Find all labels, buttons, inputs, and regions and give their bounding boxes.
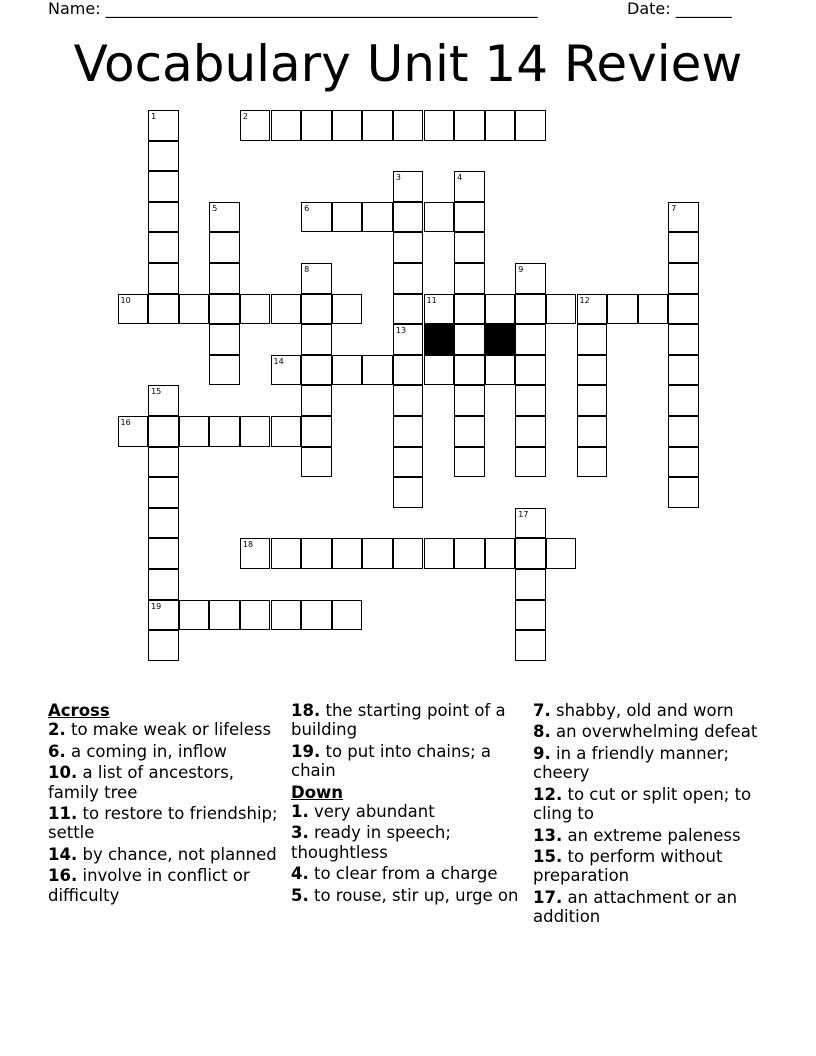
clue-number: 16.: [48, 866, 78, 886]
answer-cell[interactable]: [332, 202, 363, 233]
clue-text: an extreme paleness: [562, 825, 741, 845]
answer-cell[interactable]: [454, 263, 485, 294]
answer-cell[interactable]: [301, 447, 332, 478]
across-clue: [291, 701, 526, 740]
answer-cell[interactable]: [148, 171, 179, 202]
answer-cell[interactable]: [515, 416, 546, 447]
clue-number: 15.: [533, 847, 563, 867]
answer-cell[interactable]: [454, 385, 485, 416]
clue-text: to rouse, stir up, urge on: [308, 885, 519, 905]
answer-cell[interactable]: [454, 538, 485, 569]
answer-cell[interactable]: [424, 202, 455, 233]
answer-cell[interactable]: [424, 538, 455, 569]
answer-cell[interactable]: [362, 202, 393, 233]
across-clue: [48, 845, 283, 864]
clue-number: 1: [151, 112, 157, 121]
answer-cell[interactable]: [179, 294, 210, 325]
answer-cell[interactable]: [454, 294, 485, 325]
answer-cell[interactable]: [332, 600, 363, 631]
answer-cell[interactable]: [148, 508, 179, 539]
clue-number: 12: [579, 295, 590, 305]
answer-cell[interactable]: [577, 447, 608, 478]
answer-cell[interactable]: [668, 477, 699, 508]
answer-cell[interactable]: [454, 324, 485, 355]
clue-number: 5.: [291, 885, 309, 905]
answer-cell[interactable]: [515, 385, 546, 416]
answer-cell[interactable]: [301, 110, 332, 141]
across-clue: [48, 763, 283, 802]
clue-number: 19: [151, 601, 162, 611]
clue-number: 16: [120, 418, 131, 427]
answer-cell[interactable]: [209, 263, 240, 294]
answer-cell[interactable]: [577, 416, 608, 447]
across-clue: [291, 742, 526, 781]
clue-text: by chance, not planned: [77, 844, 277, 864]
answer-cell[interactable]: [454, 447, 485, 478]
across-heading: Across: [48, 701, 110, 720]
clue-text: an attachment or an addition: [533, 887, 738, 927]
answer-cell[interactable]: [515, 447, 546, 478]
clue-text: the starting point of a building: [291, 701, 506, 740]
clue-number: 1.: [291, 801, 309, 821]
answer-cell[interactable]: [515, 600, 546, 631]
answer-cell[interactable]: [393, 355, 424, 386]
down-clue: [533, 744, 768, 783]
clue-number: 5: [212, 203, 218, 213]
answer-cell[interactable]: [148, 385, 179, 416]
answer-cell[interactable]: [424, 355, 455, 386]
clue-number: 17: [518, 509, 529, 519]
answer-cell[interactable]: [454, 202, 485, 233]
answer-cell[interactable]: [515, 538, 546, 569]
clues-column-3: [533, 701, 768, 929]
clue-number: 18.: [291, 701, 321, 720]
clue-number: 3.: [291, 823, 309, 843]
down-clue-list-continued: [533, 701, 768, 926]
answer-cell[interactable]: [515, 110, 546, 141]
clues-column-1: [48, 701, 283, 907]
answer-cell[interactable]: [240, 416, 271, 447]
answer-cell[interactable]: [332, 294, 363, 325]
down-heading: Down: [291, 782, 344, 802]
clues-column-2: [291, 701, 526, 907]
answer-cell[interactable]: [301, 538, 332, 569]
answer-cell[interactable]: [179, 600, 210, 631]
clue-text: involve in conflict or difficulty: [48, 866, 250, 905]
blocked-cell: [424, 324, 455, 355]
answer-cell[interactable]: [118, 294, 149, 325]
down-clue: [533, 847, 768, 886]
answer-cell[interactable]: [301, 355, 332, 386]
answer-cell[interactable]: [332, 355, 363, 386]
answer-cell[interactable]: [393, 294, 424, 325]
answer-cell[interactable]: [393, 232, 424, 263]
answer-cell[interactable]: [148, 263, 179, 294]
clue-number: 10.: [48, 763, 78, 783]
answer-cell[interactable]: [577, 324, 608, 355]
clue-text: in a friendly manner; cheery: [533, 743, 730, 783]
answer-cell[interactable]: [668, 385, 699, 416]
down-clue: [291, 823, 526, 862]
answer-cell[interactable]: [485, 355, 516, 386]
answer-cell[interactable]: [148, 630, 179, 661]
answer-cell[interactable]: [148, 538, 179, 569]
answer-cell[interactable]: [271, 294, 302, 325]
answer-cell[interactable]: [393, 263, 424, 294]
answer-cell[interactable]: [424, 110, 455, 141]
answer-cell[interactable]: [271, 538, 302, 569]
answer-cell[interactable]: [271, 416, 302, 447]
answer-cell[interactable]: [240, 294, 271, 325]
clue-number: 9: [518, 265, 524, 274]
answer-cell[interactable]: [393, 202, 424, 233]
answer-cell[interactable]: [393, 538, 424, 569]
answer-cell[interactable]: [209, 600, 240, 631]
answer-cell[interactable]: [393, 110, 424, 141]
answer-cell[interactable]: [362, 538, 393, 569]
clue-text: very abundant: [308, 801, 435, 821]
answer-cell[interactable]: [424, 294, 455, 325]
clue-text: to perform without preparation: [533, 847, 723, 886]
answer-cell[interactable]: [668, 263, 699, 294]
answer-cell[interactable]: [515, 294, 546, 325]
answer-cell[interactable]: [668, 202, 699, 233]
answer-cell[interactable]: [148, 416, 179, 447]
clue-number: 9.: [533, 743, 551, 763]
answer-cell[interactable]: [454, 171, 485, 202]
answer-cell[interactable]: [577, 385, 608, 416]
answer-cell[interactable]: [393, 171, 424, 202]
clue-number: 15: [151, 387, 162, 397]
answer-cell[interactable]: [148, 110, 179, 141]
name-field[interactable]: Name: ______________________________________________________: [48, 0, 538, 18]
down-clue: [291, 864, 526, 883]
clue-number: 19.: [291, 741, 321, 761]
clue-text: shabby, old and worn: [550, 701, 734, 720]
answer-cell[interactable]: [515, 324, 546, 355]
answer-cell[interactable]: [271, 110, 302, 141]
answer-cell[interactable]: [577, 355, 608, 386]
across-clue: [48, 866, 283, 905]
answer-cell[interactable]: [454, 416, 485, 447]
clue-number: 8: [304, 265, 310, 274]
clue-number: 11.: [48, 804, 78, 824]
answer-cell[interactable]: [393, 324, 424, 355]
clue-number: 8.: [533, 722, 551, 742]
down-clue: [533, 888, 768, 927]
answer-cell[interactable]: [240, 538, 271, 569]
answer-cell[interactable]: [393, 477, 424, 508]
blocked-cell: [485, 324, 516, 355]
answer-cell[interactable]: [546, 294, 577, 325]
answer-cell[interactable]: [148, 477, 179, 508]
answer-cell[interactable]: [209, 324, 240, 355]
answer-cell[interactable]: [485, 538, 516, 569]
answer-cell[interactable]: [148, 569, 179, 600]
answer-cell[interactable]: [240, 110, 271, 141]
answer-cell[interactable]: [515, 630, 546, 661]
across-clue: [48, 804, 283, 843]
clue-number: 11: [426, 295, 437, 305]
clue-number: 6.: [48, 741, 66, 761]
answer-cell[interactable]: [393, 385, 424, 416]
answer-cell[interactable]: [515, 569, 546, 600]
clue-number: 14.: [48, 844, 78, 864]
answer-cell[interactable]: [148, 447, 179, 478]
answer-cell[interactable]: [485, 294, 516, 325]
down-clue: [533, 826, 768, 845]
date-field[interactable]: Date: _______: [627, 0, 732, 18]
answer-cell[interactable]: [668, 324, 699, 355]
clue-number: 3: [395, 173, 401, 183]
clue-number: 17.: [533, 887, 563, 907]
clue-number: 2.: [48, 720, 66, 740]
clue-text: to clear from a charge: [308, 864, 498, 884]
answer-cell[interactable]: [393, 416, 424, 447]
answer-cell[interactable]: [301, 324, 332, 355]
answer-cell[interactable]: [179, 416, 210, 447]
clue-text: to make weak or lifeless: [65, 720, 272, 740]
down-clue: [533, 785, 768, 824]
answer-cell[interactable]: [301, 416, 332, 447]
answer-cell[interactable]: [209, 416, 240, 447]
clue-text: to restore to friendship; settle: [48, 804, 278, 843]
answer-cell[interactable]: [118, 416, 149, 447]
answer-cell[interactable]: [148, 232, 179, 263]
clue-number: 13: [395, 326, 407, 336]
clue-number: 13.: [533, 825, 563, 845]
answer-cell[interactable]: [577, 294, 608, 325]
clue-text: a coming in, inflow: [65, 741, 227, 761]
clue-number: 10: [120, 295, 131, 305]
down-clue: [291, 886, 526, 905]
down-clue-list: [291, 802, 526, 905]
clue-number: 6: [304, 203, 310, 213]
clue-text: an overwhelming defeat: [550, 722, 758, 742]
answer-cell[interactable]: [209, 294, 240, 325]
answer-cell[interactable]: [209, 202, 240, 233]
answer-cell[interactable]: [148, 141, 179, 172]
answer-cell[interactable]: [454, 355, 485, 386]
answer-cell[interactable]: [332, 110, 363, 141]
clue-text: to cut or split open; to cling to: [533, 784, 752, 824]
answer-cell[interactable]: [668, 447, 699, 478]
clue-text: a list of ancestors, family tree: [48, 763, 235, 802]
down-clue: [533, 722, 768, 741]
answer-cell[interactable]: [148, 202, 179, 233]
answer-cell[interactable]: [668, 416, 699, 447]
answer-cell[interactable]: [301, 263, 332, 294]
across-clue: [48, 742, 283, 761]
answer-cell[interactable]: [362, 110, 393, 141]
clue-number: 14: [273, 356, 284, 366]
answer-cell[interactable]: [668, 232, 699, 263]
across-clue-list: [48, 720, 283, 905]
answer-cell[interactable]: [148, 600, 179, 631]
answer-cell[interactable]: [209, 232, 240, 263]
answer-cell[interactable]: [271, 355, 302, 386]
answer-cell[interactable]: [301, 202, 332, 233]
answer-cell[interactable]: [393, 447, 424, 478]
clue-number: 18: [242, 540, 254, 550]
down-clue: [291, 802, 526, 821]
answer-cell[interactable]: [668, 355, 699, 386]
answer-cell[interactable]: [668, 294, 699, 325]
clue-number: 4.: [291, 864, 309, 884]
clue-text: to put into chains; a chain: [291, 741, 491, 781]
across-clue-list-continued: [291, 701, 526, 780]
answer-cell[interactable]: [271, 600, 302, 631]
answer-cell[interactable]: [515, 355, 546, 386]
answer-cell[interactable]: [454, 110, 485, 141]
answer-cell[interactable]: [454, 232, 485, 263]
clue-number: 2: [242, 112, 248, 121]
answer-cell[interactable]: [301, 294, 332, 325]
answer-cell[interactable]: [301, 385, 332, 416]
page-title: Vocabulary Unit 14 Review: [73, 35, 743, 93]
clue-number: 7: [671, 203, 677, 213]
answer-cell[interactable]: [362, 355, 393, 386]
answer-cell[interactable]: [546, 538, 577, 569]
clue-number: 7.: [533, 701, 551, 720]
clue-text: ready in speech; thoughtless: [291, 823, 451, 862]
answer-cell[interactable]: [638, 294, 669, 325]
answer-cell[interactable]: [332, 538, 363, 569]
answer-cell[interactable]: [515, 263, 546, 294]
clue-number: 4: [457, 173, 463, 183]
answer-cell[interactable]: [209, 355, 240, 386]
answer-cell[interactable]: [240, 600, 271, 631]
answer-cell[interactable]: [607, 294, 638, 325]
answer-cell[interactable]: [485, 110, 516, 141]
across-clue: [48, 720, 283, 739]
clue-number: 12.: [533, 784, 563, 804]
answer-cell[interactable]: [301, 600, 332, 631]
answer-cell[interactable]: [515, 508, 546, 539]
down-clue: [533, 701, 768, 720]
answer-cell[interactable]: [148, 294, 179, 325]
